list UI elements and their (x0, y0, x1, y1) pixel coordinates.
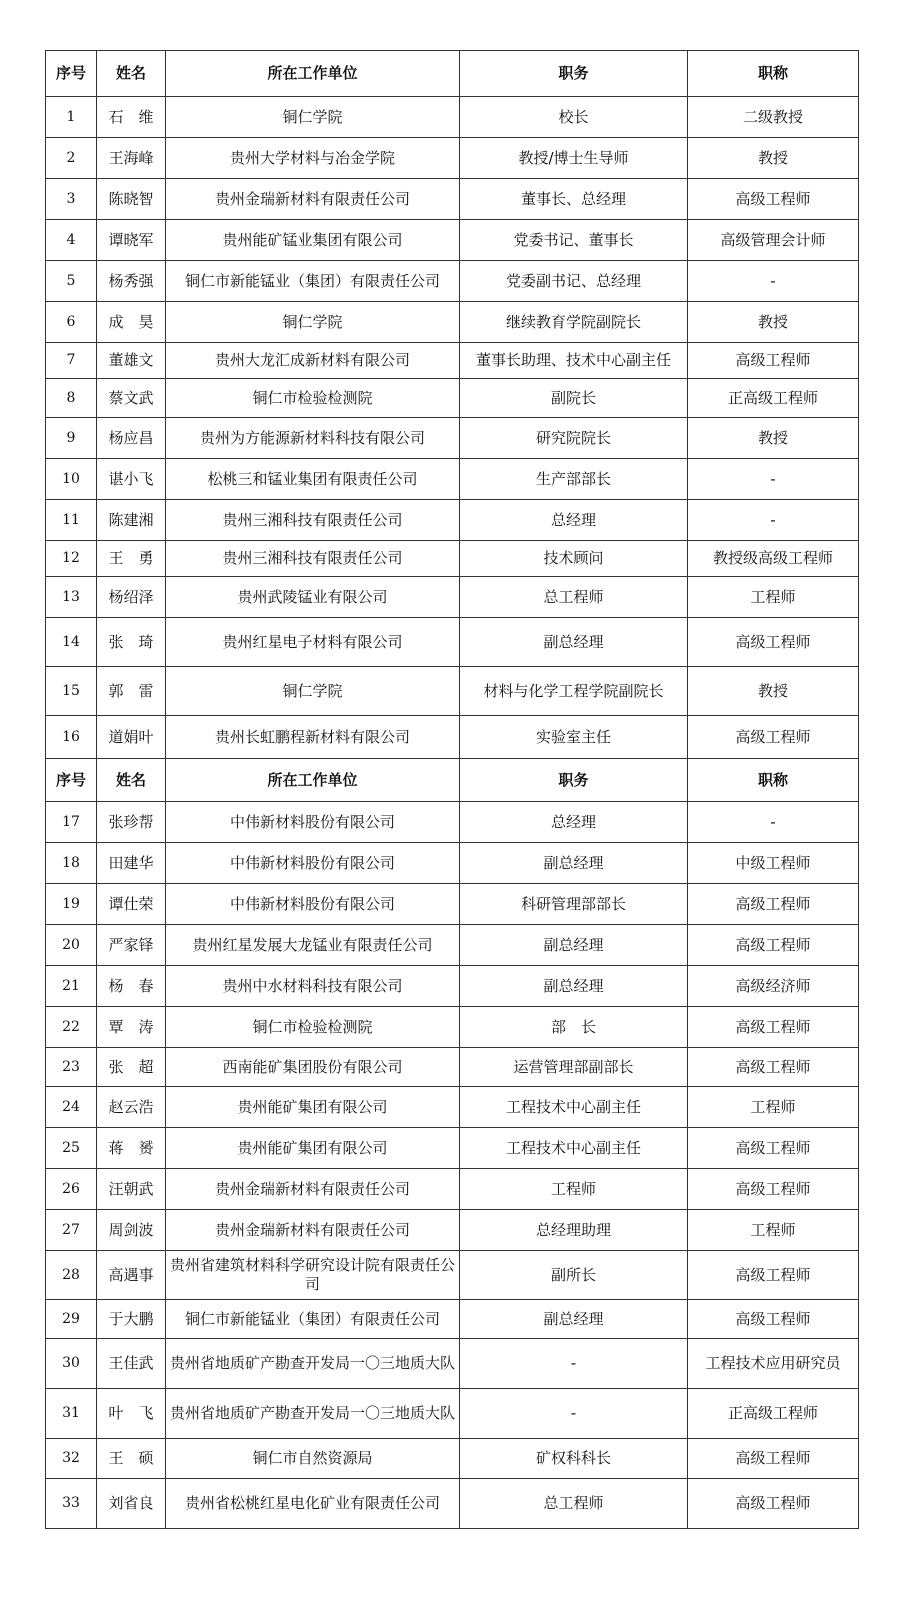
unit-cell: 贵州三湘科技有限责任公司 (166, 541, 460, 577)
title-cell: 教授 (688, 418, 859, 459)
unit-cell: 贵州省建筑材料科学研究设计院有限责任公司 (166, 1251, 460, 1300)
number-cell: 13 (46, 577, 97, 618)
table-row (46, 500, 859, 541)
number-cell: 10 (46, 459, 97, 500)
position-cell: 校长 (460, 97, 688, 138)
column-header: 序号 (46, 51, 97, 97)
unit-cell: 贵州省地质矿产勘查开发局一〇三地质大队 (166, 1389, 460, 1439)
title-cell: 高级工程师 (688, 1169, 859, 1210)
number-cell: 18 (46, 843, 97, 884)
position-cell: 科研管理部部长 (460, 884, 688, 925)
table-row (46, 1169, 859, 1210)
title-cell: 工程师 (688, 1210, 859, 1251)
number-cell: 8 (46, 379, 97, 418)
name-cell: 张珍帮 (97, 802, 166, 843)
title-cell: 高级工程师 (688, 1439, 859, 1479)
position-cell: 副总经理 (460, 1300, 688, 1339)
unit-cell: 铜仁学院 (166, 302, 460, 343)
table-row (46, 138, 859, 179)
position-cell: 工程技术中心副主任 (460, 1087, 688, 1128)
number-cell: 1 (46, 97, 97, 138)
number-cell: 11 (46, 500, 97, 541)
table-row (46, 1007, 859, 1048)
unit-cell: 贵州金瑞新材料有限责任公司 (166, 1210, 460, 1251)
title-cell: 高级工程师 (688, 618, 859, 667)
number-cell: 28 (46, 1251, 97, 1300)
title-cell: 高级工程师 (688, 925, 859, 966)
position-cell: 总经理 (460, 500, 688, 541)
name-cell: 叶 飞 (97, 1389, 166, 1439)
unit-cell: 铜仁市检验检测院 (166, 1007, 460, 1048)
position-cell: 继续教育学院副院长 (460, 302, 688, 343)
number-cell: 27 (46, 1210, 97, 1251)
name-cell: 于大鹏 (97, 1300, 166, 1339)
unit-cell: 铜仁市检验检测院 (166, 379, 460, 418)
title-cell: 教授级高级工程师 (688, 541, 859, 577)
name-cell: 严家铎 (97, 925, 166, 966)
table-row (46, 1479, 859, 1529)
title-cell: 教授 (688, 138, 859, 179)
position-cell: 部 长 (460, 1007, 688, 1048)
name-cell: 道娟叶 (97, 716, 166, 759)
title-cell: 二级教授 (688, 97, 859, 138)
name-cell: 陈晓智 (97, 179, 166, 220)
title-cell: 教授 (688, 667, 859, 716)
title-cell: 正高级工程师 (688, 1389, 859, 1439)
name-cell: 王海峰 (97, 138, 166, 179)
name-cell: 赵云浩 (97, 1087, 166, 1128)
position-cell: 矿权科科长 (460, 1439, 688, 1479)
name-cell: 王 硕 (97, 1439, 166, 1479)
number-cell: 21 (46, 966, 97, 1007)
name-cell: 杨绍泽 (97, 577, 166, 618)
number-cell: 16 (46, 716, 97, 759)
position-cell: 党委副书记、总经理 (460, 261, 688, 302)
table-row (46, 418, 859, 459)
table-row (46, 1251, 859, 1300)
unit-cell: 贵州为方能源新材料科技有限公司 (166, 418, 460, 459)
number-cell: 3 (46, 179, 97, 220)
name-cell: 陈建湘 (97, 500, 166, 541)
title-cell: 高级工程师 (688, 1048, 859, 1087)
title-cell: 高级工程师 (688, 716, 859, 759)
title-cell: 高级工程师 (688, 884, 859, 925)
column-header: 所在工作单位 (166, 51, 460, 97)
position-cell: 运营管理部副部长 (460, 1048, 688, 1087)
unit-cell: 贵州大学材料与冶金学院 (166, 138, 460, 179)
column-header: 姓名 (97, 759, 166, 802)
name-cell: 杨秀强 (97, 261, 166, 302)
name-cell: 谌小飞 (97, 459, 166, 500)
table-header-row (46, 759, 859, 802)
name-cell: 蒋 赟 (97, 1128, 166, 1169)
table-row (46, 343, 859, 379)
number-cell: 20 (46, 925, 97, 966)
unit-cell: 贵州省松桃红星电化矿业有限责任公司 (166, 1479, 460, 1529)
position-cell: 副院长 (460, 379, 688, 418)
table-row (46, 802, 859, 843)
position-cell: - (460, 1389, 688, 1439)
title-cell: - (688, 261, 859, 302)
position-cell: - (460, 1339, 688, 1389)
position-cell: 董事长、总经理 (460, 179, 688, 220)
title-cell: 高级工程师 (688, 1007, 859, 1048)
unit-cell: 中伟新材料股份有限公司 (166, 802, 460, 843)
number-cell: 4 (46, 220, 97, 261)
table-row (46, 541, 859, 577)
name-cell: 高遇事 (97, 1251, 166, 1300)
title-cell: 工程师 (688, 1087, 859, 1128)
number-cell: 26 (46, 1169, 97, 1210)
unit-cell: 贵州武陵锰业有限公司 (166, 577, 460, 618)
name-cell: 成 昊 (97, 302, 166, 343)
name-cell: 谭仕荣 (97, 884, 166, 925)
position-cell: 实验室主任 (460, 716, 688, 759)
unit-cell: 贵州红星发展大龙锰业有限责任公司 (166, 925, 460, 966)
unit-cell: 铜仁市自然资源局 (166, 1439, 460, 1479)
number-cell: 19 (46, 884, 97, 925)
position-cell: 生产部部长 (460, 459, 688, 500)
title-cell: 高级管理会计师 (688, 220, 859, 261)
number-cell: 12 (46, 541, 97, 577)
title-cell: 高级工程师 (688, 1300, 859, 1339)
name-cell: 刘省良 (97, 1479, 166, 1529)
table-row (46, 220, 859, 261)
position-cell: 总经理 (460, 802, 688, 843)
table-row (46, 966, 859, 1007)
name-cell: 蔡文武 (97, 379, 166, 418)
title-cell: 工程技术应用研究员 (688, 1339, 859, 1389)
name-cell: 杨应昌 (97, 418, 166, 459)
unit-cell: 铜仁学院 (166, 97, 460, 138)
unit-cell: 贵州三湘科技有限责任公司 (166, 500, 460, 541)
name-cell: 杨 春 (97, 966, 166, 1007)
position-cell: 副总经理 (460, 966, 688, 1007)
unit-cell: 铜仁市新能锰业（集团）有限责任公司 (166, 261, 460, 302)
number-cell: 31 (46, 1389, 97, 1439)
number-cell: 33 (46, 1479, 97, 1529)
name-cell: 覃 涛 (97, 1007, 166, 1048)
table-row (46, 618, 859, 667)
position-cell: 工程技术中心副主任 (460, 1128, 688, 1169)
column-header: 姓名 (97, 51, 166, 97)
position-cell: 总经理助理 (460, 1210, 688, 1251)
table-row (46, 1048, 859, 1087)
number-cell: 14 (46, 618, 97, 667)
title-cell: 教授 (688, 302, 859, 343)
table-row (46, 1439, 859, 1479)
number-cell: 2 (46, 138, 97, 179)
table-row (46, 884, 859, 925)
number-cell: 22 (46, 1007, 97, 1048)
position-cell: 材料与化学工程学院副院长 (460, 667, 688, 716)
number-cell: 29 (46, 1300, 97, 1339)
column-header: 序号 (46, 759, 97, 802)
number-cell: 17 (46, 802, 97, 843)
position-cell: 党委书记、董事长 (460, 220, 688, 261)
name-cell: 董雄文 (97, 343, 166, 379)
number-cell: 6 (46, 302, 97, 343)
table-row (46, 716, 859, 759)
table-row (46, 577, 859, 618)
title-cell: 中级工程师 (688, 843, 859, 884)
number-cell: 7 (46, 343, 97, 379)
name-cell: 汪朝武 (97, 1169, 166, 1210)
number-cell: 32 (46, 1439, 97, 1479)
table-row (46, 261, 859, 302)
title-cell: - (688, 802, 859, 843)
name-cell: 张 超 (97, 1048, 166, 1087)
table-row (46, 667, 859, 716)
unit-cell: 贵州能矿集团有限公司 (166, 1087, 460, 1128)
name-cell: 石 维 (97, 97, 166, 138)
name-cell: 周剑波 (97, 1210, 166, 1251)
column-header: 所在工作单位 (166, 759, 460, 802)
title-cell: 高级工程师 (688, 343, 859, 379)
title-cell: - (688, 500, 859, 541)
table-row (46, 1300, 859, 1339)
table-row (46, 1128, 859, 1169)
table-row (46, 1210, 859, 1251)
roster-table (45, 50, 859, 1529)
table-row (46, 459, 859, 500)
title-cell: 高级工程师 (688, 1479, 859, 1529)
position-cell: 副总经理 (460, 843, 688, 884)
number-cell: 9 (46, 418, 97, 459)
number-cell: 24 (46, 1087, 97, 1128)
name-cell: 王佳武 (97, 1339, 166, 1389)
position-cell: 总工程师 (460, 577, 688, 618)
column-header: 职务 (460, 51, 688, 97)
table-header-row (46, 51, 859, 97)
position-cell: 工程师 (460, 1169, 688, 1210)
unit-cell: 铜仁市新能锰业（集团）有限责任公司 (166, 1300, 460, 1339)
column-header: 职称 (688, 759, 859, 802)
table-row (46, 179, 859, 220)
position-cell: 技术顾问 (460, 541, 688, 577)
unit-cell: 西南能矿集团股份有限公司 (166, 1048, 460, 1087)
unit-cell: 贵州大龙汇成新材料有限公司 (166, 343, 460, 379)
number-cell: 25 (46, 1128, 97, 1169)
unit-cell: 贵州能矿锰业集团有限公司 (166, 220, 460, 261)
position-cell: 董事长助理、技术中心副主任 (460, 343, 688, 379)
title-cell: 高级工程师 (688, 1128, 859, 1169)
unit-cell: 贵州能矿集团有限公司 (166, 1128, 460, 1169)
position-cell: 研究院院长 (460, 418, 688, 459)
position-cell: 副总经理 (460, 925, 688, 966)
table-row (46, 97, 859, 138)
number-cell: 30 (46, 1339, 97, 1389)
unit-cell: 贵州金瑞新材料有限责任公司 (166, 1169, 460, 1210)
position-cell: 副总经理 (460, 618, 688, 667)
title-cell: 高级工程师 (688, 1251, 859, 1300)
name-cell: 田建华 (97, 843, 166, 884)
table-row (46, 1389, 859, 1439)
column-header: 职务 (460, 759, 688, 802)
number-cell: 15 (46, 667, 97, 716)
column-header: 职称 (688, 51, 859, 97)
unit-cell: 中伟新材料股份有限公司 (166, 884, 460, 925)
number-cell: 5 (46, 261, 97, 302)
title-cell: 高级工程师 (688, 179, 859, 220)
table-row (46, 925, 859, 966)
title-cell: 工程师 (688, 577, 859, 618)
table-row (46, 843, 859, 884)
name-cell: 张 琦 (97, 618, 166, 667)
name-cell: 郭 雷 (97, 667, 166, 716)
position-cell: 教授/博士生导师 (460, 138, 688, 179)
name-cell: 王 勇 (97, 541, 166, 577)
unit-cell: 松桃三和锰业集团有限责任公司 (166, 459, 460, 500)
unit-cell: 贵州中水材料科技有限公司 (166, 966, 460, 1007)
table-row (46, 1087, 859, 1128)
position-cell: 总工程师 (460, 1479, 688, 1529)
table-row (46, 1339, 859, 1389)
unit-cell: 贵州省地质矿产勘查开发局一〇三地质大队 (166, 1339, 460, 1389)
name-cell: 谭晓军 (97, 220, 166, 261)
roster-table-body (46, 51, 859, 1529)
table-row (46, 302, 859, 343)
unit-cell: 贵州红星电子材料有限公司 (166, 618, 460, 667)
unit-cell: 中伟新材料股份有限公司 (166, 843, 460, 884)
title-cell: 高级经济师 (688, 966, 859, 1007)
unit-cell: 铜仁学院 (166, 667, 460, 716)
position-cell: 副所长 (460, 1251, 688, 1300)
title-cell: 正高级工程师 (688, 379, 859, 418)
title-cell: - (688, 459, 859, 500)
table-row (46, 379, 859, 418)
unit-cell: 贵州长虹鹏程新材料有限公司 (166, 716, 460, 759)
number-cell: 23 (46, 1048, 97, 1087)
unit-cell: 贵州金瑞新材料有限责任公司 (166, 179, 460, 220)
